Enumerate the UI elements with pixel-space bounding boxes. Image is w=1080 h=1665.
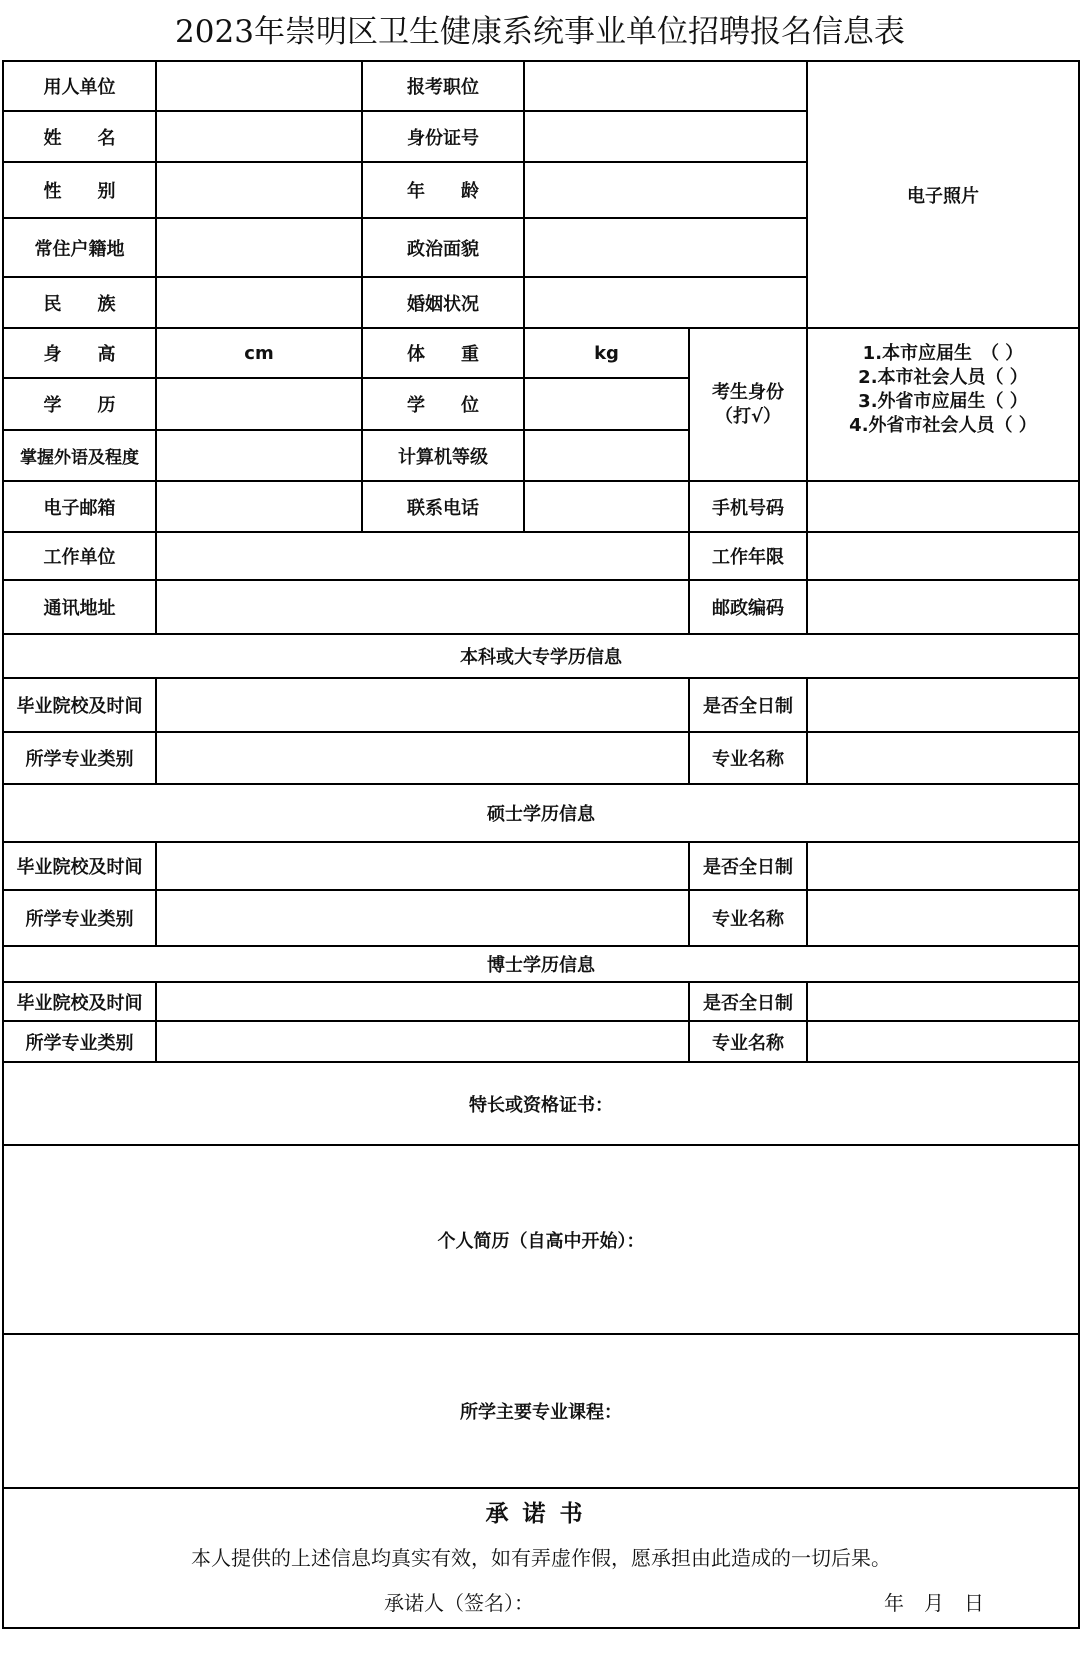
registration-form-table (2, 60, 1080, 1629)
name-label: 姓 名 (3, 111, 156, 162)
doctor-fulltime-field[interactable] (807, 982, 1079, 1021)
degree-field[interactable] (524, 378, 689, 430)
computer-level-label: 计算机等级 (362, 430, 524, 481)
weight-label: 体 重 (362, 328, 524, 378)
master-major-label: 专业名称 (689, 890, 807, 946)
master-fulltime-label: 是否全日制 (689, 842, 807, 890)
address-field[interactable] (156, 580, 689, 634)
master-major-field[interactable] (807, 890, 1079, 946)
master-fulltime-field[interactable] (807, 842, 1079, 890)
undergrad-fulltime-field[interactable] (807, 678, 1079, 732)
courses-label: 所学主要专业课程： (460, 1402, 622, 1423)
residence-field[interactable] (156, 218, 362, 277)
doctor-school-label: 毕业院校及时间 (3, 982, 156, 1021)
education-label: 学 历 (3, 378, 156, 430)
skills-label: 特长或资格证书： (469, 1094, 613, 1116)
id-number-field[interactable] (524, 111, 807, 162)
identity-label-line1: 考生身份 (712, 381, 784, 403)
email-field[interactable] (156, 481, 362, 532)
doctor-category-label: 所学专业类别 (3, 1021, 156, 1062)
education-field[interactable] (156, 378, 362, 430)
doctor-fulltime-label: 是否全日制 (689, 982, 807, 1021)
resume-area[interactable] (3, 1145, 1079, 1334)
identity-label-line2: （打√） (714, 405, 781, 427)
postcode-label: 邮政编码 (689, 580, 807, 634)
workplace-label: 工作单位 (3, 532, 156, 580)
foreign-language-label: 掌握外语及程度 (3, 430, 156, 481)
master-school-field[interactable] (156, 842, 689, 890)
marital-status-label: 婚姻状况 (362, 277, 524, 328)
undergrad-section-heading: 本科或大专学历信息 (3, 634, 1079, 678)
foreign-language-field[interactable] (156, 430, 362, 481)
ethnicity-label: 民 族 (3, 277, 156, 328)
identity-options[interactable] (807, 328, 1079, 481)
name-field[interactable] (156, 111, 362, 162)
courses-area[interactable] (3, 1334, 1079, 1488)
employer-label: 用人单位 (3, 61, 156, 111)
email-label: 电子邮箱 (3, 481, 156, 532)
computer-level-field[interactable] (524, 430, 689, 481)
doctor-section-heading: 博士学历信息 (3, 946, 1079, 982)
height-field[interactable] (156, 328, 362, 378)
position-field[interactable] (524, 61, 807, 111)
photo-label: 电子照片 (907, 185, 979, 207)
pledge-date-label[interactable]: 年 月 日 (884, 1591, 984, 1615)
employer-field[interactable] (156, 61, 362, 111)
work-years-label: 工作年限 (689, 532, 807, 580)
master-category-label: 所学专业类别 (3, 890, 156, 946)
master-category-field[interactable] (156, 890, 689, 946)
identity-option-3[interactable]: 3.外省市应届生（ ） (858, 390, 1028, 412)
mobile-field[interactable] (807, 481, 1079, 532)
work-years-field[interactable] (807, 532, 1079, 580)
resume-label: 个人简历（自高中开始）： (437, 1230, 645, 1252)
master-school-label: 毕业院校及时间 (3, 842, 156, 890)
id-number-label: 身份证号 (362, 111, 524, 162)
pledge-signer-label[interactable]: 承诺人（签名）： (384, 1591, 534, 1615)
identity-label (689, 328, 807, 481)
workplace-field[interactable] (156, 532, 689, 580)
pledge-text: 本人提供的上述信息均真实有效，如有弄虚作假，愿承担由此造成的一切后果。 (191, 1546, 891, 1570)
political-status-label: 政治面貌 (362, 218, 524, 277)
phone-label: 联系电话 (362, 481, 524, 532)
pledge-title: 承诺书 (485, 1500, 597, 1527)
undergrad-major-label: 专业名称 (689, 732, 807, 784)
pledge-signature-line (4, 1587, 1078, 1627)
doctor-category-field[interactable] (156, 1021, 689, 1062)
undergrad-school-field[interactable] (156, 678, 689, 732)
mobile-label: 手机号码 (689, 481, 807, 532)
ethnicity-field[interactable] (156, 277, 362, 328)
form-title: 2023年崇明区卫生健康系统事业单位招聘报名信息表 (175, 14, 905, 50)
gender-field[interactable] (156, 162, 362, 218)
skills-area[interactable] (3, 1062, 1079, 1145)
identity-option-1[interactable]: 1.本市应届生 （ ） (862, 342, 1024, 364)
identity-option-4[interactable]: 4.外省市社会人员（ ） (849, 414, 1037, 436)
height-label: 身 高 (3, 328, 156, 378)
weight-unit: kg (594, 342, 619, 364)
identity-option-2[interactable]: 2.本市社会人员（ ） (858, 366, 1028, 388)
postcode-field[interactable] (807, 580, 1079, 634)
undergrad-major-field[interactable] (807, 732, 1079, 784)
doctor-school-field[interactable] (156, 982, 689, 1021)
address-label: 通讯地址 (3, 580, 156, 634)
political-status-field[interactable] (524, 218, 807, 277)
doctor-major-label: 专业名称 (689, 1021, 807, 1062)
master-section-heading: 硕士学历信息 (3, 784, 1079, 842)
undergrad-category-field[interactable] (156, 732, 689, 784)
marital-status-field[interactable] (524, 277, 807, 328)
residence-label: 常住户籍地 (3, 218, 156, 277)
undergrad-fulltime-label: 是否全日制 (689, 678, 807, 732)
degree-label: 学 位 (362, 378, 524, 430)
age-label: 年 龄 (362, 162, 524, 218)
position-label: 报考职位 (362, 61, 524, 111)
weight-field[interactable] (524, 328, 689, 378)
pledge-box (3, 1488, 1079, 1628)
undergrad-category-label: 所学专业类别 (3, 732, 156, 784)
doctor-major-field[interactable] (807, 1021, 1079, 1062)
phone-field[interactable] (524, 481, 689, 532)
height-unit: cm (244, 342, 274, 364)
photo-box[interactable] (807, 61, 1079, 328)
gender-label: 性 别 (3, 162, 156, 218)
undergrad-school-label: 毕业院校及时间 (3, 678, 156, 732)
age-field[interactable] (524, 162, 807, 218)
